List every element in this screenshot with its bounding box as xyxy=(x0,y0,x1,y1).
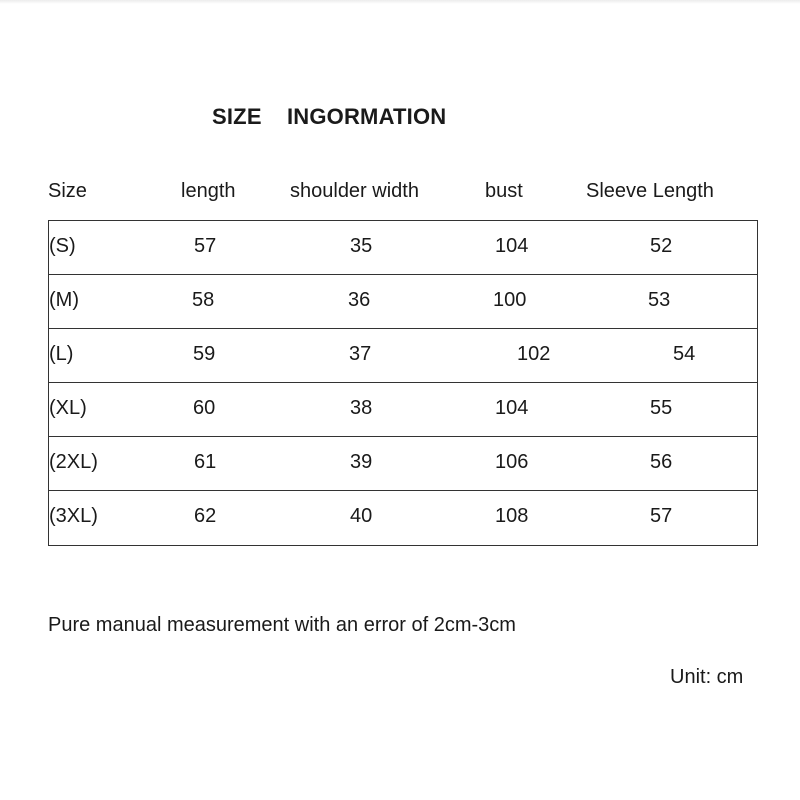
cell-shoulder-width: 37 xyxy=(349,343,372,365)
cell-sleeve-length: 55 xyxy=(650,397,673,419)
cell-length: 57 xyxy=(194,235,217,257)
cell-sleeve-length: 56 xyxy=(650,451,673,473)
size-table xyxy=(48,220,758,546)
cell-sleeve-length: 57 xyxy=(650,505,673,527)
table-header xyxy=(0,180,800,210)
cell-shoulder-width: 39 xyxy=(350,451,373,473)
table-row xyxy=(49,275,757,329)
table-row xyxy=(49,437,757,491)
cell-shoulder-width: 36 xyxy=(348,289,371,311)
cell-bust: 104 xyxy=(495,397,529,419)
header-sleeve-length: Sleeve Length xyxy=(586,180,714,202)
top-divider xyxy=(0,0,800,4)
measurement-note: Pure manual measurement with an error of 2cm-3cm xyxy=(48,614,516,636)
cell-sleeve-length: 52 xyxy=(650,235,673,257)
cell-size: (M) xyxy=(49,289,79,311)
table-row xyxy=(49,491,757,545)
cell-bust: 106 xyxy=(495,451,529,473)
cell-bust: 100 xyxy=(493,289,527,311)
table-row xyxy=(49,383,757,437)
cell-bust: 108 xyxy=(495,505,529,527)
table-row xyxy=(49,221,757,275)
cell-bust: 104 xyxy=(495,235,529,257)
cell-bust: 102 xyxy=(517,343,551,365)
cell-length: 60 xyxy=(193,397,216,419)
unit-label: Unit: cm xyxy=(670,666,744,688)
table-row xyxy=(49,329,757,383)
cell-shoulder-width: 35 xyxy=(350,235,373,257)
cell-size: (S) xyxy=(49,235,76,257)
cell-length: 58 xyxy=(192,289,215,311)
header-length: length xyxy=(181,180,236,202)
cell-size: (3XL) xyxy=(49,505,98,527)
page-title: SIZE INGORMATION xyxy=(212,104,447,129)
cell-size: (2XL) xyxy=(49,451,98,473)
cell-sleeve-length: 53 xyxy=(648,289,671,311)
cell-size: (L) xyxy=(49,343,74,365)
cell-length: 61 xyxy=(194,451,217,473)
cell-sleeve-length: 54 xyxy=(673,343,696,365)
cell-size: (XL) xyxy=(49,397,87,419)
cell-shoulder-width: 38 xyxy=(350,397,373,419)
header-shoulder-width: shoulder width xyxy=(290,180,419,202)
header-bust: bust xyxy=(485,180,523,202)
cell-length: 59 xyxy=(193,343,216,365)
header-size: Size xyxy=(48,180,87,202)
cell-shoulder-width: 40 xyxy=(350,505,373,527)
cell-length: 62 xyxy=(194,505,217,527)
